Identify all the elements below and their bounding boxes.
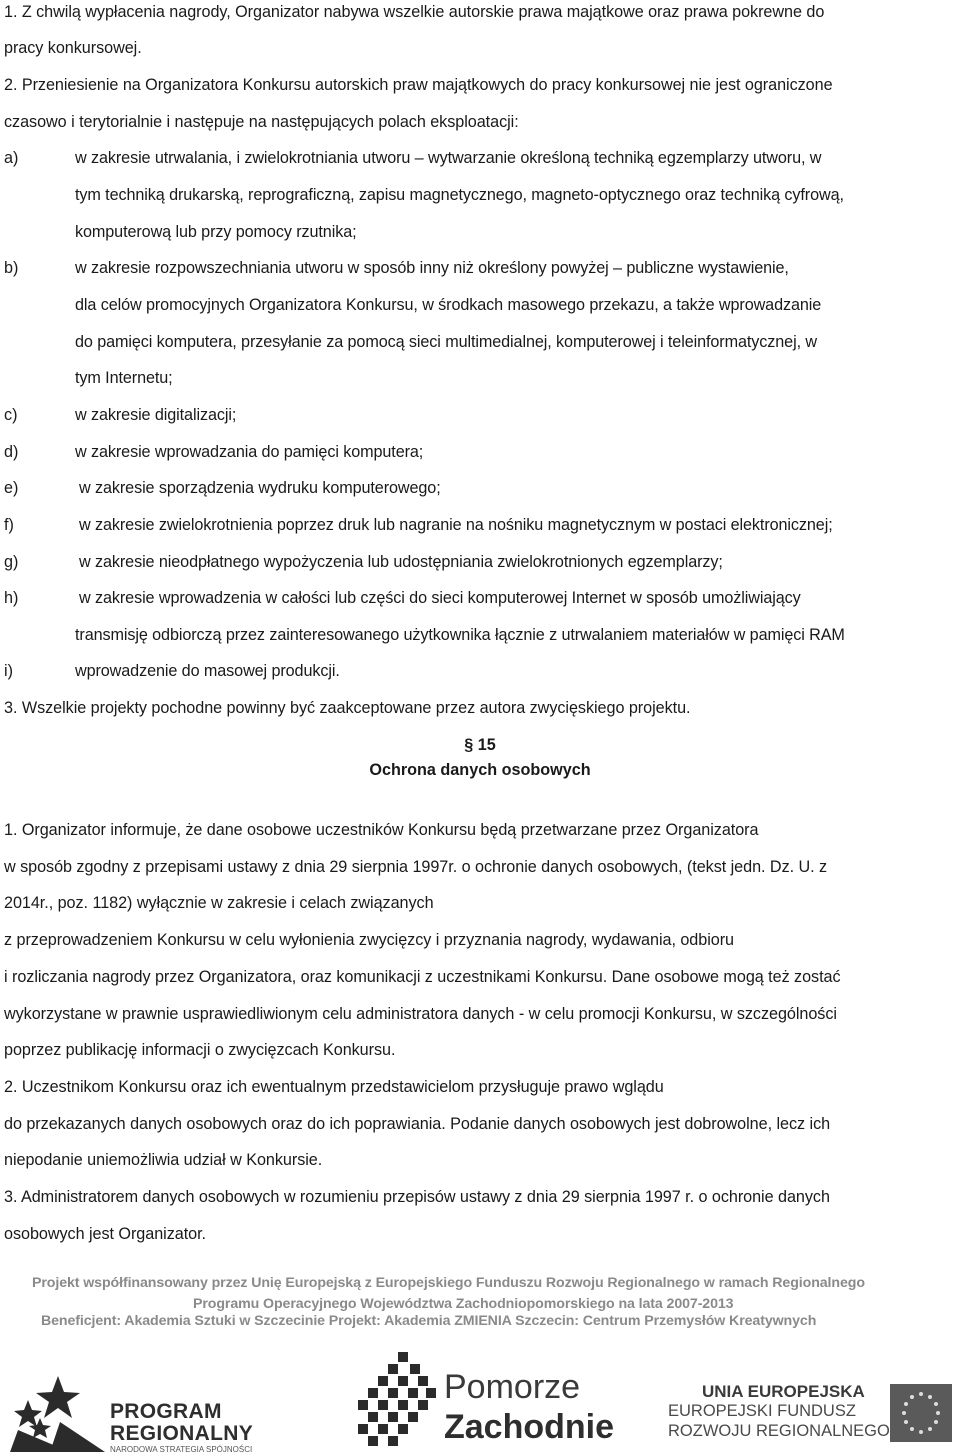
section15-line-6: wykorzystane w prawnie usprawiedliwionym celu administratora danych - w celu promocji Konkursu, w szczególności (4, 1005, 837, 1023)
list-item-h-line-2: transmisję odbiorczą przez zainteresowanego użytkownika łącznie z utrwalaniem materiałów w pamięci RAM (75, 626, 845, 644)
program-logo-line-2: REGIONALNY (110, 1422, 254, 1445)
list-letter-e: e) (4, 479, 19, 497)
footer (0, 1268, 960, 1453)
stars-emblem-icon (10, 1372, 110, 1452)
list-item-a-line-3: komputerową lub przy pomocy rzutnika; (75, 223, 357, 241)
section15-line-9: do przekazanych danych osobowych oraz do ich poprawiania. Podanie danych osobowych jest dobrowolne, lecz ich (4, 1115, 831, 1133)
list-item-h-line-1: w zakresie wprowadzenia w całości lub części do sieci komputerowej Internet w sposób umożliwiający (79, 589, 801, 607)
eu-flag-icon (890, 1384, 952, 1442)
program-regionalny-logo (10, 1372, 290, 1452)
section15-line-4: z przeprowadzeniem Konkursu w celu wyłonienia zwycięzcy i przyznania nagrody, wydawania, odbioru (4, 931, 734, 949)
section15-line-3: 2014r., poz. 1182) wyłącznie w zakresie i celach związanych (4, 894, 434, 912)
paragraph-2-line-1: 2. Przeniesienie na Organizatora Konkursu autorskich praw majątkowych do pracy konkursowej nie jest ograniczone (4, 76, 833, 94)
list-item-e: w zakresie sporządzenia wydruku komputerowego; (79, 479, 441, 497)
program-logo-line-1: PROGRAM (110, 1400, 222, 1423)
pomorze-logo-line-2: Zachodnie (444, 1408, 615, 1446)
list-item-d: w zakresie wprowadzania do pamięci komputera; (75, 443, 424, 461)
list-item-c: w zakresie digitalizacji; (75, 406, 237, 424)
section15-line-12: osobowych jest Organizator. (4, 1225, 206, 1243)
paragraph-2-line-2: czasowo i terytorialnie i następuje na następujących polach eksploatacji: (4, 113, 519, 131)
list-item-a-line-1: w zakresie utrwalania, i zwielokrotniania utworu – wytwarzanie określoną techniką egzemplarzy utworu, w (75, 149, 822, 167)
pixel-emblem-icon (358, 1352, 438, 1448)
list-letter-d: d) (4, 443, 19, 461)
footer-line-3: Beneficjent: Akademia Sztuki w Szczecinie Projekt: Akademia ZMIENIA Szczecin: Centrum Przemysłów Kreatywnych (41, 1313, 817, 1329)
section15-line-5: i rozliczania nagrody przez Organizatora, oraz komunikacji z uczestnikami Konkursu. Dane osobowe mogą też zostać (4, 968, 841, 986)
list-letter-a: a) (4, 149, 19, 167)
section15-line-1: 1. Organizator informuje, że dane osobowe uczestników Konkursu będą przetwarzane przez Organizatora (4, 821, 759, 839)
section15-line-10: niepodanie uniemożliwia udział w Konkursie. (4, 1151, 323, 1169)
list-letter-c: c) (4, 406, 18, 424)
list-letter-b: b) (4, 259, 19, 277)
program-logo-line-3: NARODOWA STRATEGIA SPÓJNOŚCI (110, 1445, 253, 1454)
list-item-a-line-2: tym techniką drukarską, reprograficzną, zapisu magnetycznego, magneto-optycznego oraz techniką cyfrową, (75, 186, 844, 204)
list-item-g: w zakresie nieodpłatnego wypożyczenia lub udostępniania zwielokrotnionych egzemplarzy; (79, 553, 723, 571)
footer-line-1: Projekt współfinansowany przez Unię Europejską z Europejskiego Funduszu Rozwoju Regionalnego w ramach Regionalnego (32, 1275, 865, 1291)
section15-line-7: poprzez publikację informacji o zwycięzcach Konkursu. (4, 1041, 396, 1059)
section15-line-11: 3. Administratorem danych osobowych w rozumieniu przepisów ustawy z dnia 29 sierpnia 1997 r. o ochronie danych (4, 1188, 830, 1206)
pomorze-zachodnie-logo (358, 1352, 615, 1452)
list-item-b-line-4: tym Internetu; (75, 369, 173, 387)
list-item-b-line-1: w zakresie rozpowszechniania utworu w sposób inny niż określony powyżej – publiczne wystawienie, (75, 259, 789, 277)
eu-logo-line-2: EUROPEJSKI FUNDUSZ (668, 1402, 856, 1420)
footer-line-2: Programu Operacyjnego Województwa Zachodniopomorskiego na lata 2007-2013 (193, 1296, 734, 1312)
section-number: § 15 (464, 736, 496, 754)
paragraph-1-line-1: 1. Z chwilą wypłacenia nagrody, Organizator nabywa wszelkie autorskie prawa majątkowe oraz prawa pokrewne do (4, 3, 825, 21)
eu-logo-line-3: ROZWOJU REGIONALNEGO (668, 1422, 890, 1440)
section15-line-2: w sposób zgodny z przepisami ustawy z dnia 29 sierpnia 1997r. o ochronie danych osobowych, (tekst jedn. Dz. U. z (4, 858, 828, 876)
list-item-i: wprowadzenie do masowej produkcji. (75, 662, 340, 680)
list-letter-g: g) (4, 553, 19, 571)
list-letter-i: i) (4, 662, 13, 680)
paragraph-1-line-2: pracy konkursowej. (4, 39, 142, 57)
list-item-b-line-2: dla celów promocyjnych Organizatora Konkursu, w środkach masowego przekazu, a także wprowadzanie (75, 296, 822, 314)
eu-logo (668, 1382, 958, 1452)
list-letter-h: h) (4, 589, 19, 607)
list-item-f: w zakresie zwielokrotnienia poprzez druk lub nagranie na nośniku magnetycznym w postaci elektronicznej; (79, 516, 833, 534)
list-letter-f: f) (4, 516, 14, 534)
list-item-b-line-3: do pamięci komputera, przesyłanie za pomocą sieci multimedialnej, komputerowej i teleinformatycznej, w (75, 333, 817, 351)
section-title: Ochrona danych osobowych (369, 761, 591, 779)
paragraph-3: 3. Wszelkie projekty pochodne powinny być zaakceptowane przez autora zwycięskiego projektu. (4, 699, 691, 717)
pomorze-logo-line-1: Pomorze (444, 1368, 581, 1406)
eu-logo-line-1: UNIA EUROPEJSKA (702, 1382, 865, 1401)
section15-line-8: 2. Uczestnikom Konkursu oraz ich ewentualnym przedstawicielom przysługuje prawo wglądu (4, 1078, 664, 1096)
